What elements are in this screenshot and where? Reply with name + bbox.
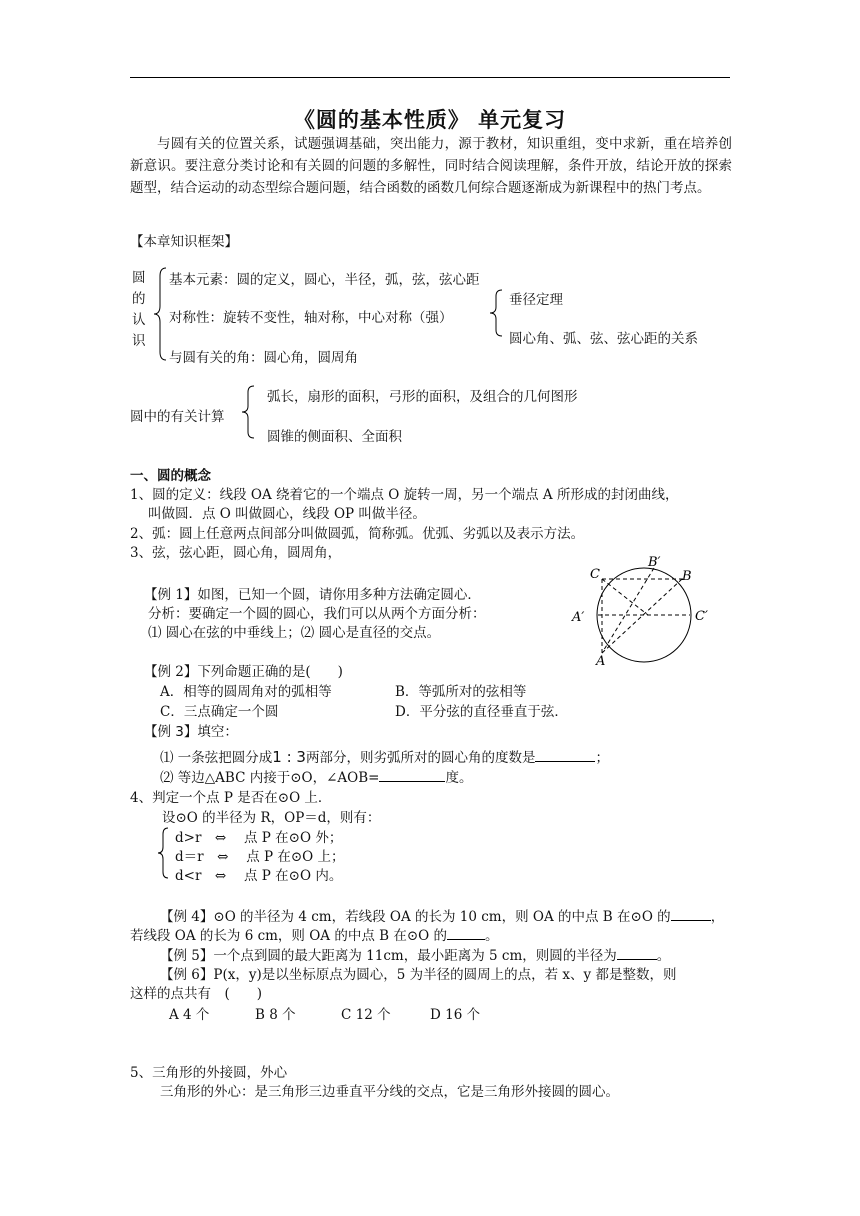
framework-basic-elements: 基本元素：圆的定义，圆心，半径，弧，弦，弦心距 <box>169 272 480 288</box>
item4-case-on: d＝r ⇔ 点 P 在⊙O 上； <box>175 849 345 865</box>
example6-option-c: C 12 个 <box>341 1007 391 1023</box>
item2: 2、弧：圆上任意两点间部分叫做圆弧，简称弧。优弧、劣弧以及表示方法。 <box>130 526 585 542</box>
header-rule <box>130 77 730 78</box>
example2-option-d: D．平分弦的直径垂直于弦． <box>395 704 568 720</box>
example3-q2: ⑵ 等边△ABC 内接于⊙O，∠AOB= 度。 <box>160 766 472 786</box>
example6-option-a: A 4 个 <box>169 1007 210 1023</box>
framework-heading: 【本章知识框架】 <box>130 234 238 250</box>
example4-blank-2[interactable] <box>447 925 485 940</box>
item4-setup: 设⊙O 的半径为 R，OP＝d，则有： <box>162 810 381 826</box>
label-A-prime: A′ <box>572 610 585 625</box>
example2-option-c: C．三点确定一个圆 <box>160 704 279 720</box>
label-C-prime: C′ <box>695 609 708 624</box>
example5-line: 【例 5】一个点到圆的最大距离为 11cm，最小距离为 5 cm，则圆的半径为 。 <box>160 944 670 964</box>
item1-line2: 叫做圆．点 O 叫做圆心，线段 OP 叫做半径。 <box>148 506 426 522</box>
example3-q2-blank[interactable] <box>379 767 445 782</box>
example1-line3: ⑴ 圆心在弦的中垂线上；⑵ 圆心是直径的交点。 <box>148 625 441 641</box>
example6-option-d: D 16 个 <box>430 1007 481 1023</box>
item4-case-outside: d>r ⇔ 点 P 在⊙O 外； <box>175 830 343 846</box>
item4: 4、判定一个点 P 是否在⊙O 上． <box>130 790 332 806</box>
calc-item-2: 圆锥的侧面积、全面积 <box>267 429 402 445</box>
symmetry-brace <box>488 288 504 338</box>
framework-brace <box>152 266 168 362</box>
label-A: A <box>596 654 606 669</box>
label-C: C <box>590 567 600 582</box>
label-B-prime: B′ <box>648 555 661 570</box>
example2-line: 【例 2】下列命题正确的是( ) <box>144 664 343 680</box>
label-B: B <box>682 569 692 584</box>
example3-line: 【例 3】填空： <box>144 724 238 740</box>
item1-line1: 1、圆的定义：线段 OA 绕着它的一个端点 O 旋转一周，另一个端点 A 所形成的封闭曲线， <box>130 487 679 503</box>
example5-blank[interactable] <box>617 945 657 960</box>
item3: 3、弦，弦心距，圆心角，圆周角， <box>130 545 342 561</box>
framework-side-label: 圆 的 认 识 <box>132 270 146 349</box>
section1-heading: 一、圆的概念 <box>130 468 211 484</box>
example4-line2: 若线段 OA 的长为 6 cm，则 OA 的中点 B 在⊙O 的 。 <box>130 924 499 944</box>
page-title: 《圆的基本性质》 单元复习 <box>293 108 567 132</box>
framework-symmetry: 对称性：旋转不变性，轴对称，中心对称（强） <box>169 310 453 326</box>
example6-line1: 【例 6】P(x，y)是以坐标原点为圆心，5 为半径的圆周上的点，若 x、y 都是整数，则 <box>160 967 677 983</box>
item4-case-inside: d<r ⇔ 点 P 在⊙O 内。 <box>175 868 343 884</box>
example6-line2: 这样的点共有 ( ) <box>130 986 263 1002</box>
example2-option-b: B．等弧所对的弦相等 <box>395 684 527 700</box>
example6-option-b: B 8 个 <box>255 1007 296 1023</box>
item4-brace <box>156 826 170 880</box>
symmetry-sub-2: 圆心角、弧、弦、弦心距的关系 <box>509 331 698 347</box>
example1-line1: 【例 1】如图，已知一个圆，请你用多种方法确定圆心． <box>144 587 481 603</box>
symmetry-sub-1: 垂径定理 <box>509 292 563 308</box>
intro-paragraph: 与圆有关的位置关系，试题强调基础，突出能力，源于教材，知识重组，变中求新，重在培养创新意识。要注意分类讨论和有关圆的问题的多解性，同时结合阅读理解，条件开放，结论开放的探索题型，结合运动的动态型综合题问题，结合函数的函数几何综合题逐渐成为新课程中的热门考点。 <box>130 136 732 196</box>
example3-q1: ⑴ 一条弦把圆分成1 : 3两部分，则劣弧所对的圆心角的度数是 ； <box>160 748 609 766</box>
item5-definition: 三角形的外心：是三角形三边垂直平分线的交点，它是三角形外接圆的圆心。 <box>160 1084 619 1100</box>
example4-blank-1[interactable] <box>671 906 711 921</box>
example3-q1-blank[interactable] <box>535 747 595 762</box>
framework-angles: 与圆有关的角：圆心角，圆周角 <box>169 350 358 366</box>
calc-brace <box>240 384 256 440</box>
calc-item-1: 弧长，扇形的面积，弓形的面积，及组合的几何图形 <box>267 389 578 405</box>
circle-figure <box>568 548 718 670</box>
calc-label: 圆中的有关计算 <box>130 409 225 425</box>
example4-line1: 【例 4】⊙O 的半径为 4 cm，若线段 OA 的长为 10 cm，则 OA 的中点 B 在⊙O 的 ， <box>160 905 724 925</box>
item5: 5、三角形的外接圆，外心 <box>130 1065 288 1081</box>
example2-option-a: A．相等的圆周角对的弧相等 <box>160 684 332 700</box>
example1-line2: 分析：要确定一个圆的圆心，我们可以从两个方面分析： <box>148 606 486 622</box>
